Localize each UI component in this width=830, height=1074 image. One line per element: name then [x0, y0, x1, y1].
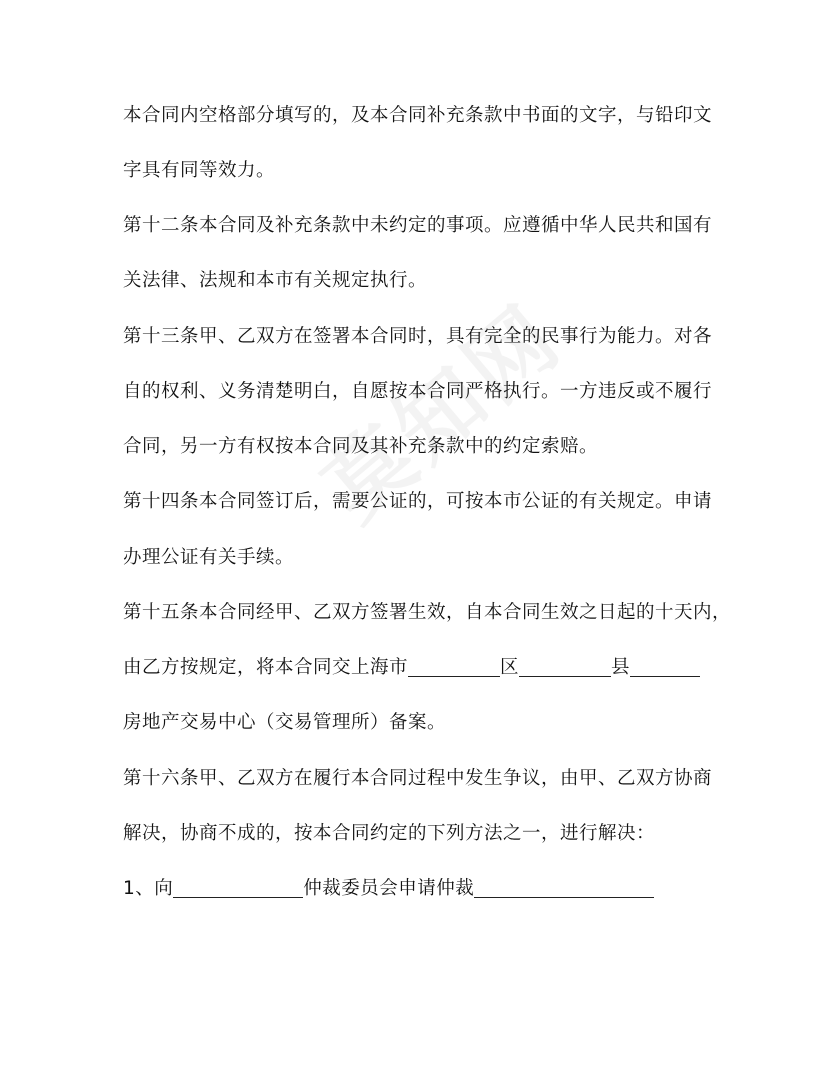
line11-text-1: 由乙方按规定，将本合同交上海市 — [123, 657, 409, 678]
paragraph-line-14: 解决，协商不成的，按本合同约定的下列方法之一，进行解决： — [123, 823, 656, 844]
paragraph-line-1: 本合同内空格部分填写的，及本合同补充条款中书面的文字，与铅印文 — [123, 105, 713, 126]
paragraph-line-11 — [123, 656, 700, 680]
line15-text-2: 仲裁委员会申请仲裁 — [303, 878, 475, 899]
line11-text-3: 县 — [611, 657, 631, 678]
paragraph-line-12: 房地产交易中心（交易管理所）备案。 — [123, 712, 447, 733]
paragraph-line-2: 字具有同等效力。 — [123, 160, 276, 181]
arbitration-committee-blank — [173, 877, 303, 898]
paragraph-line-3: 第十二条本合同及补充条款中未约定的事项。应遵循中华人民共和国有 — [123, 215, 713, 236]
paragraph-line-6: 自的权利、义务清楚明白，自愿按本合同严格执行。一方违反或不履行 — [123, 381, 713, 402]
line11-text-2: 区 — [500, 657, 520, 678]
paragraph-line-4: 关法律、法规和本市有关规定执行。 — [123, 270, 428, 291]
arbitration-blank — [474, 877, 654, 898]
paragraph-line-8: 第十四条本合同签订后，需要公证的，可按本市公证的有关规定。申请 — [123, 491, 713, 512]
paragraph-line-7: 合同，另一方有权按本合同及其补充条款中的约定索赔。 — [123, 436, 599, 457]
paragraph-line-13: 第十六条甲、乙双方在履行本合同过程中发生争议，由甲、乙双方协商 — [123, 768, 713, 789]
paragraph-line-5: 第十三条甲、乙双方在签署本合同时，具有完全的民事行为能力。对各 — [123, 326, 713, 347]
line15-text-1: 1、向 — [123, 878, 174, 899]
county-blank — [630, 656, 700, 677]
paragraph-line-9: 办理公证有关手续。 — [123, 547, 295, 568]
paragraph-line-10: 第十五条本合同经甲、乙双方签署生效，自本合同生效之日起的十天内， — [123, 602, 732, 623]
shanghai-city-blank — [408, 656, 500, 677]
paragraph-line-15 — [123, 877, 654, 901]
district-blank — [519, 656, 611, 677]
